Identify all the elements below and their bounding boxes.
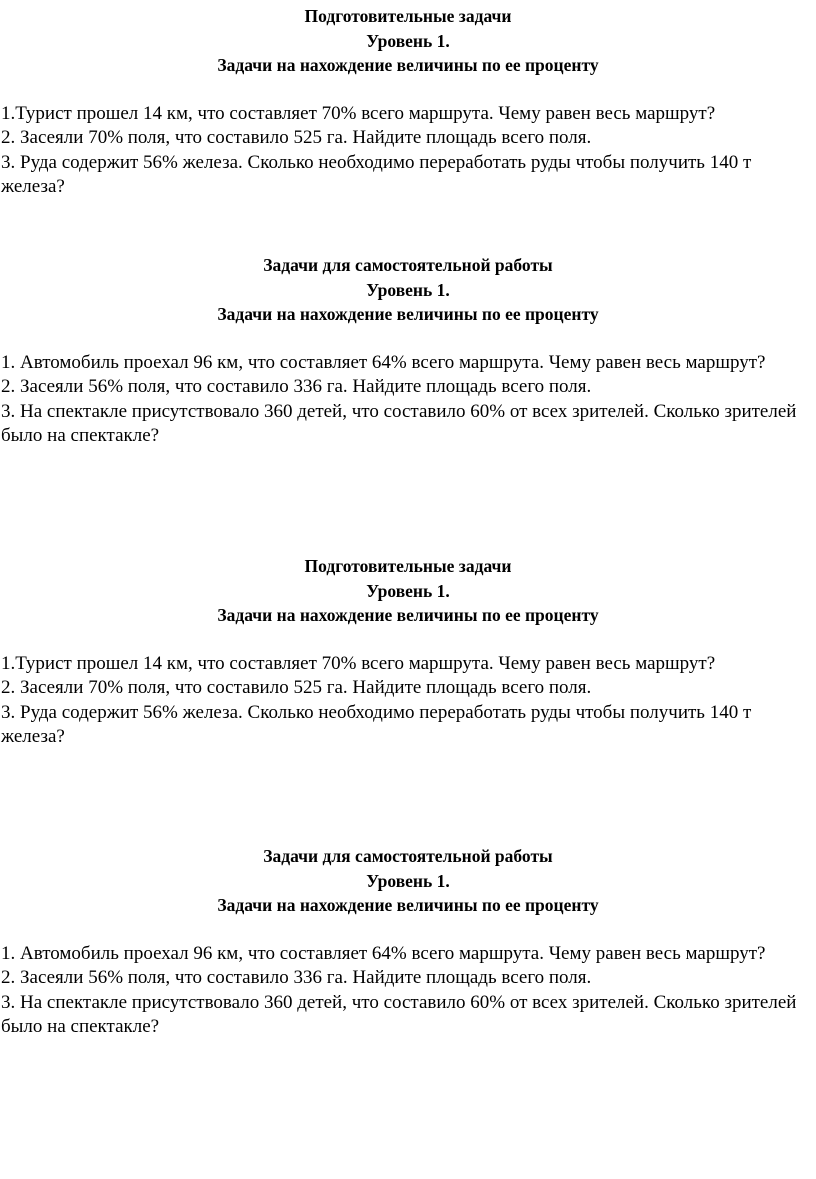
problem-item: 2. Засеяли 70% поля, что составило 525 га. Найдите площадь всего поля. [1,127,592,148]
section-topic: Задачи на нахождение величины по ее проценту [217,605,599,625]
problem-item: 3. На спектакле присутствовало 360 детей, что составило 60% от всех зрителей. Сколько зрителей было на спектакле? [1,991,797,1037]
problem-item: 1.Турист прошел 14 км, что составляет 70% всего маршрута. Чему равен весь маршрут? [1,102,716,124]
problem-list [0,351,811,449]
section-level: Уровень 1. [366,870,450,891]
section-title: Задачи для самостоятельной работы [263,846,553,866]
section-title: Задачи для самостоятельной работы [263,255,553,275]
problem-item: 2. Засеяли 56% поля, что составило 336 га. Найдите площадь всего поля. [1,967,592,988]
section-preparatory-tasks [0,4,816,200]
section-topic: Задачи на нахождение величины по ее проценту [217,55,599,75]
section-topic: Задачи на нахождение величины по ее проценту [217,304,599,324]
section-level: Уровень 1. [366,279,450,300]
section-level: Уровень 1. [366,580,450,601]
problem-list [0,102,811,200]
problem-item: 3. На спектакле присутствовало 360 детей, что составило 60% от всех зрителей. Сколько зрителей было на спектакле? [1,400,797,446]
section-level: Уровень 1. [366,30,450,51]
problem-item: 2. Засеяли 70% поля, что составило 525 га. Найдите площадь всего поля. [1,677,592,698]
section-preparatory-tasks [0,554,816,750]
problem-item: 1. Автомобиль проехал 96 км, что составляет 64% всего маршрута. Чему равен весь маршрут? [1,942,766,964]
problem-list [0,942,811,1040]
section-independent-work [0,844,816,1040]
problem-item: 1. Автомобиль проехал 96 км, что составляет 64% всего маршрута. Чему равен весь маршрут? [1,351,766,373]
section-independent-work [0,253,816,449]
problem-item: 2. Засеяли 56% поля, что составило 336 га. Найдите площадь всего поля. [1,376,592,397]
section-topic: Задачи на нахождение величины по ее проценту [217,895,599,915]
section-title: Подготовительные задачи [304,6,512,26]
problem-item: 1.Турист прошел 14 км, что составляет 70% всего маршрута. Чему равен весь маршрут? [1,652,716,674]
section-title: Подготовительные задачи [304,556,512,576]
problem-list [0,652,811,750]
problem-item: 3. Руда содержит 56% железа. Сколько необходимо переработать руды чтобы получить 140 т железа? [1,151,752,197]
problem-item: 3. Руда содержит 56% железа. Сколько необходимо переработать руды чтобы получить 140 т железа? [1,701,752,747]
